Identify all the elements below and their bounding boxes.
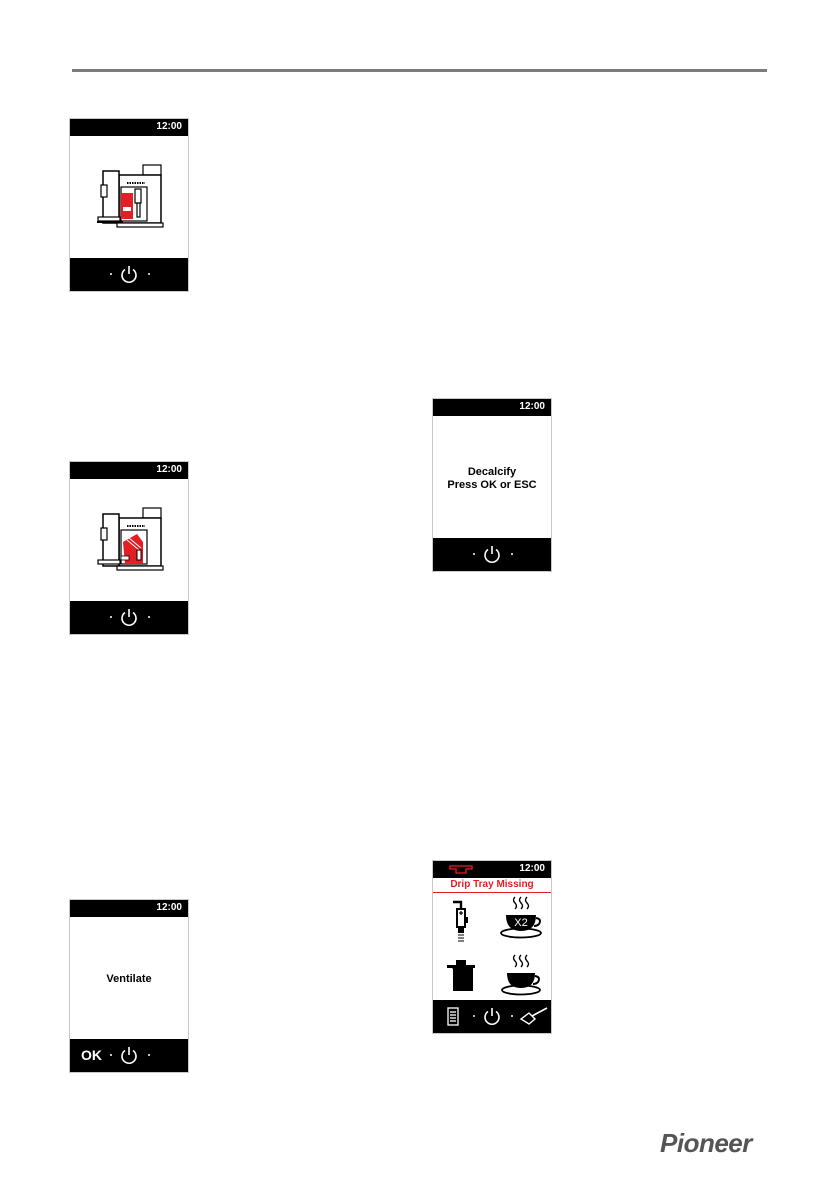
menu-icon[interactable] — [447, 1007, 459, 1026]
dot-right — [148, 273, 150, 275]
double-coffee-icon[interactable] — [499, 895, 545, 941]
power-icon[interactable] — [120, 265, 138, 284]
control-bar — [433, 1000, 551, 1033]
hot-water-icon[interactable] — [447, 899, 473, 945]
dot-right — [148, 1054, 150, 1056]
drip-tray-icon — [449, 865, 473, 874]
display-screen-ventilate — [69, 899, 189, 1073]
double-badge: X2 — [514, 917, 528, 929]
status-bar — [70, 462, 188, 479]
coffee-cup-icon[interactable] — [499, 953, 545, 999]
message-line-2: Press OK or ESC — [447, 479, 537, 491]
power-icon[interactable] — [483, 545, 501, 564]
clock: 12:00 — [156, 121, 182, 132]
power-icon[interactable] — [120, 608, 138, 627]
control-bar — [70, 601, 188, 634]
power-icon[interactable] — [483, 1007, 501, 1026]
dot-left — [110, 1054, 112, 1056]
display-screen-drip-tray — [432, 860, 552, 1034]
status-bar — [433, 861, 551, 878]
status-bar — [70, 119, 188, 136]
message: Ventilate — [106, 973, 152, 985]
warning-message: Drip Tray Missing — [433, 879, 551, 893]
scoop-icon[interactable] — [519, 1007, 549, 1026]
control-bar — [433, 538, 551, 571]
dot-right — [511, 1015, 513, 1017]
message-line-1: Decalcify — [467, 466, 517, 478]
display-screen-1 — [69, 118, 189, 292]
dot-left — [110, 273, 112, 275]
coffee-machine-open-icon — [95, 502, 165, 584]
ok-button[interactable]: OK — [81, 1047, 102, 1063]
brand-logo: Pioneer — [660, 1128, 752, 1158]
dot-left — [473, 1015, 475, 1017]
status-bar — [70, 900, 188, 917]
clock: 12:00 — [519, 401, 545, 412]
clock: 12:00 — [156, 464, 182, 475]
display-screen-2 — [69, 461, 189, 635]
clock: 12:00 — [519, 863, 545, 874]
power-icon[interactable] — [120, 1046, 138, 1065]
control-bar — [70, 1039, 188, 1072]
dot-left — [110, 616, 112, 618]
status-bar — [433, 399, 551, 416]
dot-right — [148, 616, 150, 618]
display-screen-decalcify — [432, 398, 552, 572]
control-bar — [70, 258, 188, 291]
jug-icon[interactable] — [447, 957, 479, 993]
clock: 12:00 — [156, 902, 182, 913]
dot-right — [511, 553, 513, 555]
top-divider — [72, 69, 767, 72]
coffee-machine-icon — [95, 159, 165, 241]
dot-left — [473, 553, 475, 555]
